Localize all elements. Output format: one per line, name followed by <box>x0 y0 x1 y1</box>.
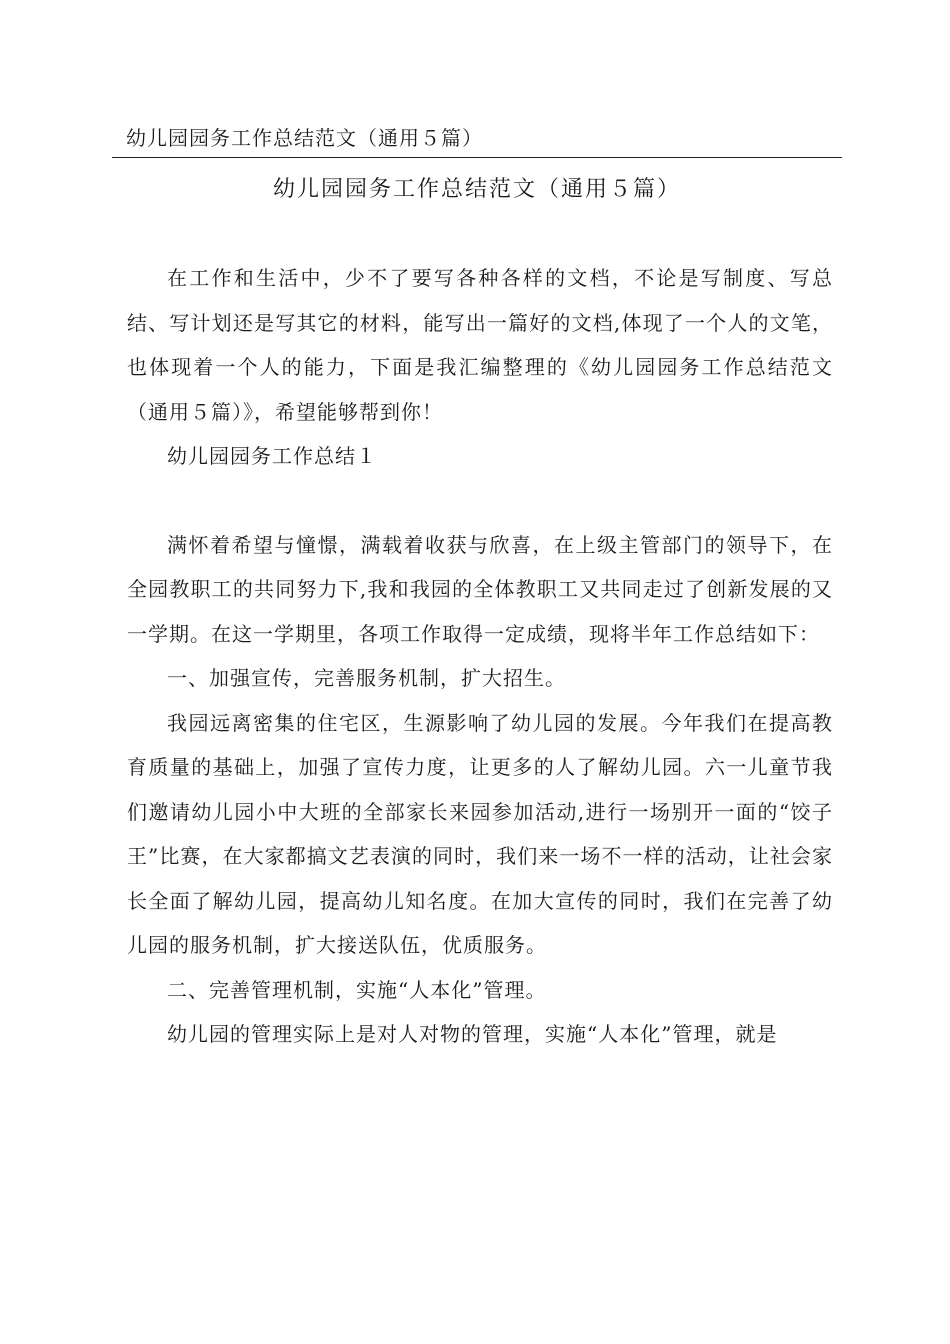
heading-2: 二、完善管理机制，实施“人本化”管理。 <box>167 977 547 1002</box>
heading-1: 一、加强宣传，完善服务机制，扩大招生。 <box>167 666 566 690</box>
blank-line <box>127 479 833 523</box>
intro-paragraph: 在工作和生活中，少不了要写各种各样的文档，不论是写制度、写总结、写计划还是写其它的材料，能写出一篇好的文档,体现了一个人的文笔，也体现着一个人的能力，下面是我汇编整理的《幼儿园园务工作总结范文（通用５篇）》，希望能够帮到你！ <box>127 266 833 424</box>
section-title: 幼儿园园务工作总结１ <box>167 444 377 468</box>
running-header: 幼儿园园务工作总结范文（通用５篇） <box>126 126 483 150</box>
paragraph-3: 幼儿园的管理实际上是对人对物的管理，实施“人本化”管理，就是 <box>167 1022 778 1046</box>
document-title: 幼儿园园务工作总结范文（通用５篇） <box>272 177 681 202</box>
paragraph-1: 满怀着希望与憧憬，满载着收获与欣喜，在上级主管部门的领导下，在全园教职工的共同努力下,我和我园的全体教职工又共同走过了创新发展的又一学期。在这一学期里，各项工作取得一定成绩，现将半年工作总结如下： <box>127 532 833 646</box>
paragraph-2: 我园远离密集的住宅区，生源影响了幼儿园的发展。今年我们在提高教育质量的基础上，加强了宣传力度，让更多的人了解幼儿园。六一儿童节我们邀请幼儿园小中大班的全部家长来园参加活动,进行一场别开一面的“饺子王”比赛，在大家都搞文艺表演的同时，我们来一场不一样的活动，让社会家长全面了解幼儿园，提高幼儿知名度。在加大宣传的同时，我们在完善了幼儿园的服务机制，扩大接送队伍，优质服务。 <box>127 710 833 957</box>
document-body <box>127 256 833 1057</box>
header-divider <box>112 157 842 158</box>
